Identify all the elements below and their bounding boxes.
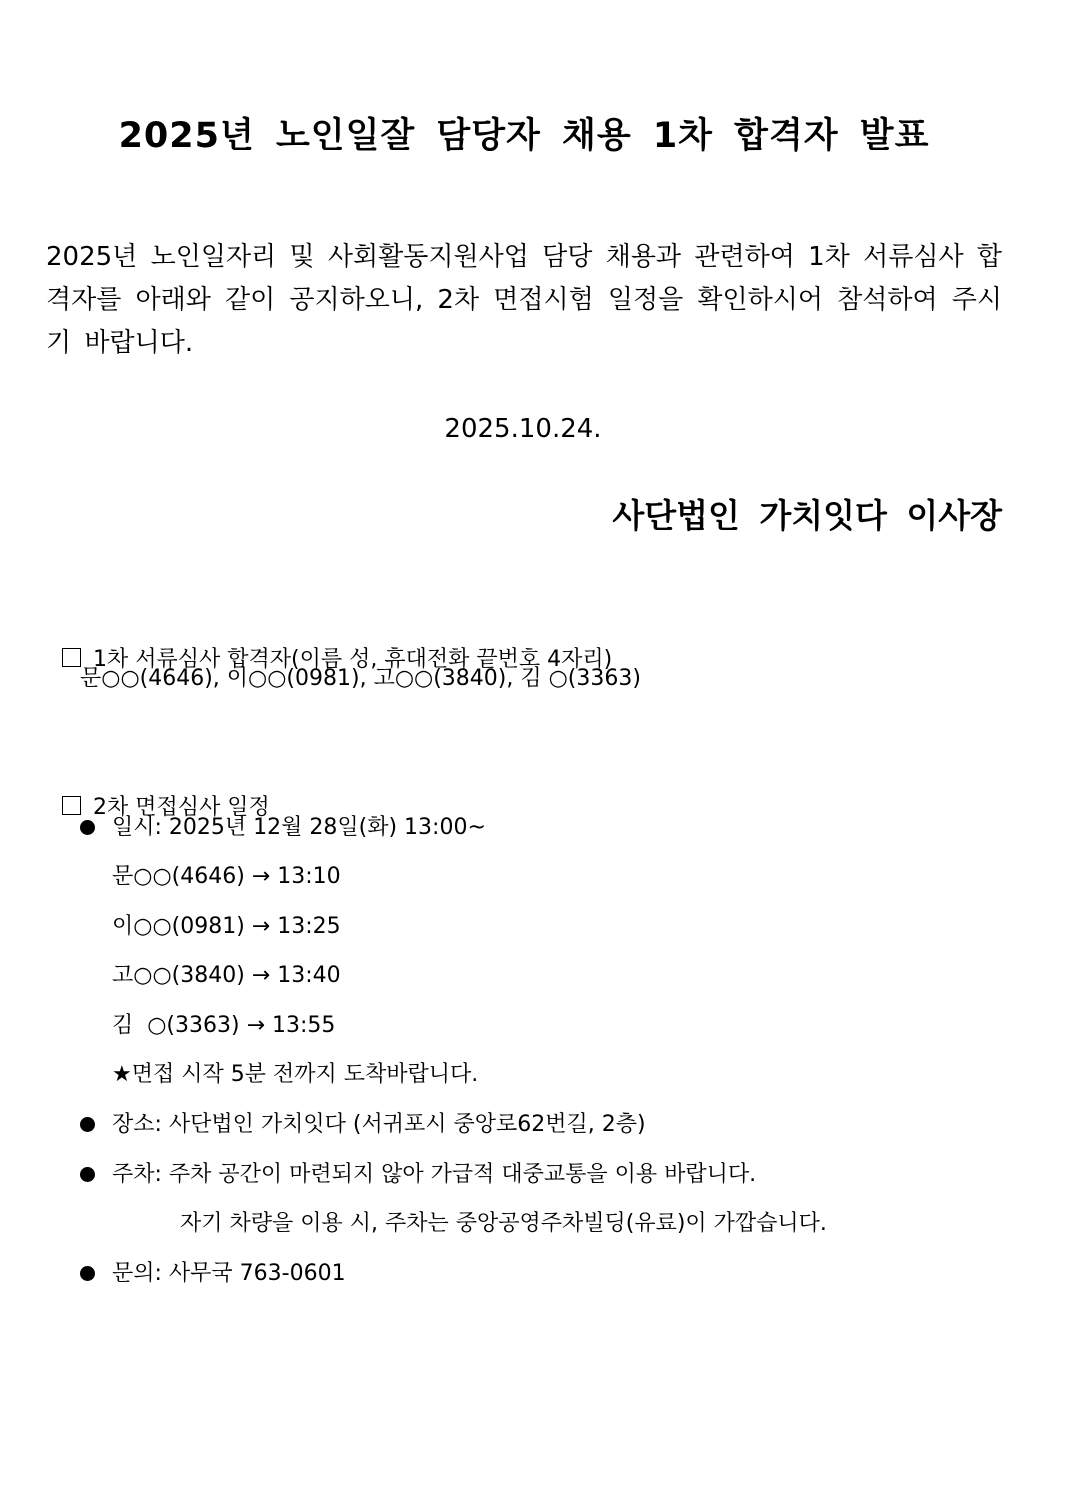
- announcement-date: 2025.10.24.: [444, 414, 602, 444]
- checkbox-square-icon: [62, 796, 81, 815]
- organization-signature: 사단법인 가치잇다 이사장: [612, 496, 1002, 535]
- section1-candidates: 문○○(4646), 이○○(0981), 고○○(3840), 김 ○(3363): [80, 666, 641, 691]
- parking-note: 자기 차량을 이용 시, 주차는 중앙공영주차빌딩(유료)이 가깝습니다.: [180, 1211, 827, 1236]
- intro-paragraph: 2025년 노인일자리 및 사회활동지원사업 담당 채용과 관련하여 1차 서류심사 합격자를 아래와 같이 공지하오니, 2차 면접시험 일정을 확인하시어 참석하여 주시기 바랍니다.: [46, 242, 1002, 358]
- bullet-icon: [80, 1167, 95, 1182]
- bullet-icon: [80, 1266, 95, 1281]
- interview-datetime: 일시: 2025년 12월 28일(화) 13:00~: [112, 815, 486, 840]
- contact-info: 문의: 사무국 763-0601: [112, 1261, 346, 1286]
- schedule-item: 고○○(3840) → 13:40: [112, 963, 341, 988]
- bullet-icon: [80, 1117, 95, 1132]
- section1-heading: 1차 서류심사 합격자(이름 성, 휴대전화 끝번호 4자리): [93, 647, 613, 672]
- schedule-item: 김 ○(3363) → 13:55: [112, 1013, 336, 1038]
- section2-heading: 2차 면접심사 일정: [93, 795, 270, 820]
- schedule-item: 문○○(4646) → 13:10: [112, 864, 341, 889]
- bullet-icon: [80, 820, 95, 835]
- document-title: 2025년 노인일잘 담당자 채용 1차 합격자 발표: [118, 116, 930, 156]
- interview-location: 장소: 사단법인 가치잇다 (서귀포시 중앙로62번길, 2층): [112, 1112, 646, 1137]
- checkbox-square-icon: [62, 648, 81, 667]
- arrival-note: ★면접 시작 5분 전까지 도착바랍니다.: [112, 1062, 479, 1087]
- schedule-item: 이○○(0981) → 13:25: [112, 914, 341, 939]
- parking-info: 주차: 주차 공간이 마련되지 않아 가급적 대중교통을 이용 바랍니다.: [112, 1162, 757, 1187]
